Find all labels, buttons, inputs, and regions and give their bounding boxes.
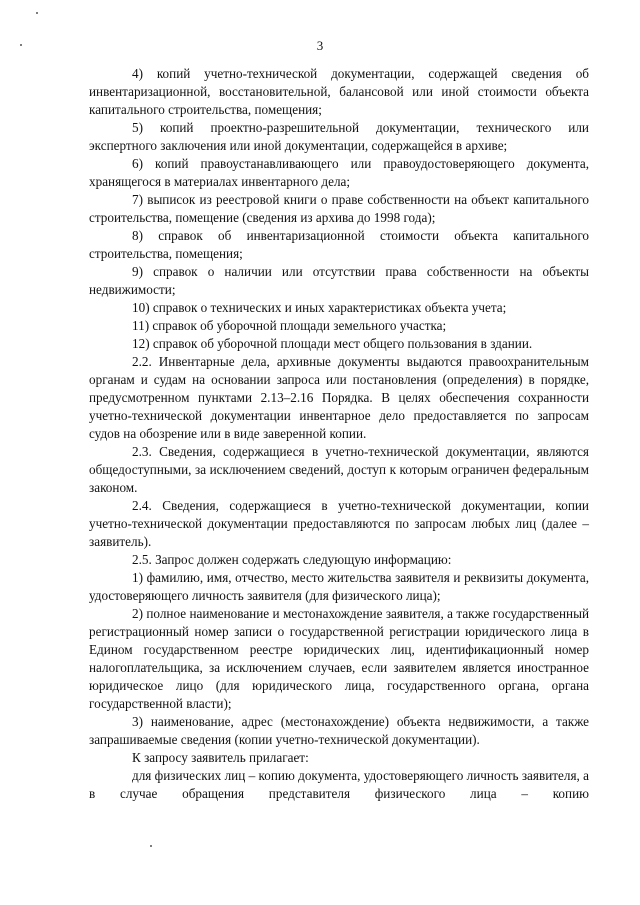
document-body xyxy=(89,65,589,803)
requirement-item-2: 2) полное наименование и местонахождение заявителя, а также государственный регистрационный номер записи о государственной регистрации юридического лица в Едином государственном реестре юридических лиц, идентификационный номер налогоплательщика, за исключением случаев, если заявителем является иностранное юридическое лицо (для юридического лица, государственного органа, органа государственной власти); xyxy=(89,606,589,711)
list-item-11: 11) справок об уборочной площади земельного участка; xyxy=(132,318,447,333)
clause-2-3: 2.3. Сведения, содержащиеся в учетно-технической документации, являются общедоступными, за исключением сведений, доступ к которым ограничен федеральным законом. xyxy=(89,444,589,495)
clause-2-5: 2.5. Запрос должен содержать следующую информацию: xyxy=(132,552,452,567)
list-item-9: 9) справок о наличии или отсутствии права собственности на объекты недвижимости; xyxy=(89,264,589,297)
attachments-intro: К запросу заявитель прилагает: xyxy=(132,750,309,765)
requirement-item-1: 1) фамилию, имя, отчество, место жительства заявителя и реквизиты документа, удостоверяющего личность заявителя (для физического лица); xyxy=(89,570,589,603)
page-number: 3 xyxy=(316,38,324,53)
list-item-6: 6) копий правоустанавливающего или правоудостоверяющего документа, хранящегося в материалах инвентарного дела; xyxy=(89,156,589,189)
scan-speck xyxy=(36,12,38,14)
list-item-5: 5) копий проектно-разрешительной документации, технического или экспертного заключения или иной документации, содержащейся в архиве; xyxy=(89,120,589,153)
attachments-individuals: для физических лиц – копию документа, удостоверяющего личность заявителя, а в случае обращения представителя физического лица – копию xyxy=(89,768,589,801)
list-item-7: 7) выписок из реестровой книги о праве собственности на объект капитального строительства, помещение (сведения из архива до 1998 года); xyxy=(89,192,589,225)
list-item-8: 8) справок об инвентаризационной стоимости объекта капитального строительства, помещения; xyxy=(89,228,589,261)
list-item-4: 4) копий учетно-технической документации, содержащей сведения об инвентаризационной, восстановительной, балансовой или иной стоимости объекта капитального строительства, помещения; xyxy=(89,66,589,117)
scan-speck xyxy=(150,845,152,847)
clause-2-2: 2.2. Инвентарные дела, архивные документы выдаются правоохранительным органам и судам на основании запроса или постановления (определения) в порядке, предусмотренном пунктами 2.13–2.16 Порядка. В целях обеспечения сохранности учетно-технической документации инвентарное дело предоставляется по запросам судов на обозрение или в виде заверенной копии. xyxy=(89,354,589,441)
clause-2-4: 2.4. Сведения, содержащиеся в учетно-технической документации, копии учетно-технической документации предоставляются по запросам любых лиц (далее – заявитель). xyxy=(89,498,589,549)
requirement-item-3: 3) наименование, адрес (местонахождение) объекта недвижимости, а также запрашиваемые сведения (копии учетно-технической документации). xyxy=(89,714,589,747)
list-item-12: 12) справок об уборочной площади мест общего пользования в здании. xyxy=(132,336,533,351)
list-item-10: 10) справок о технических и иных характеристиках объекта учета; xyxy=(132,300,507,315)
